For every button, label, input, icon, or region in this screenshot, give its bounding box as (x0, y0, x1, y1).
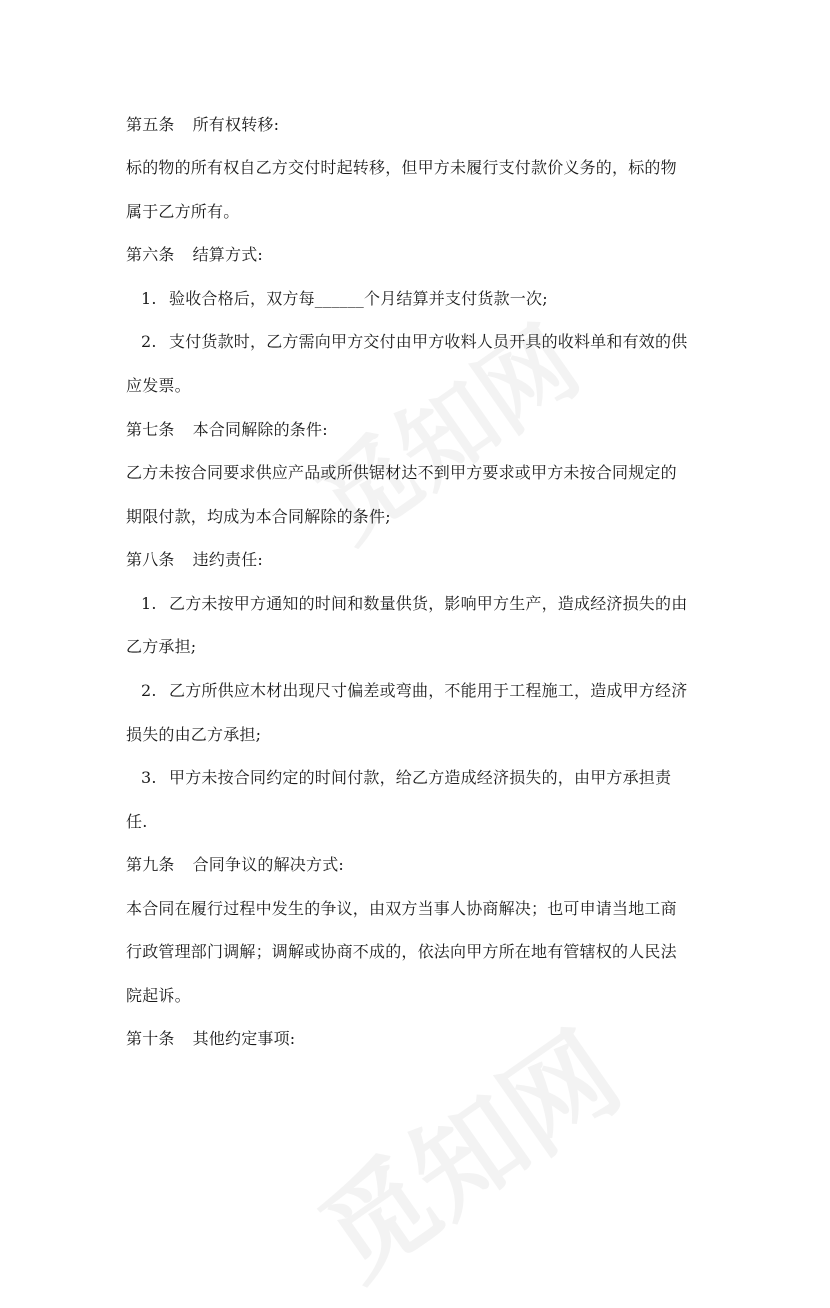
article-10-heading (126, 1029, 295, 1049)
list-item-text: 支付货款时，乙方需向甲方交付由甲方收料人员开具的收料单和有效的供 (169, 332, 688, 351)
article-9-subject: 合同争议的解决方式: (192, 855, 345, 874)
article-8-item-2 (141, 681, 687, 701)
article-8-item-1 (141, 594, 687, 614)
article-9-paragraph-line: 行政管理部门调解；调解或协商不成的，依法向甲方所在地有管辖权的人民法 (126, 942, 677, 961)
article-5-number: 第五条 (126, 115, 175, 134)
watermark (285, 990, 646, 1308)
article-5-heading (126, 115, 279, 135)
article-8-item-2-continued: 损失的由乙方承担; (126, 725, 262, 744)
list-number: 1. (141, 289, 157, 308)
article-6-number: 第六条 (126, 245, 175, 264)
list-number: 2. (141, 681, 157, 700)
list-item-text: 验收合格后，双方每______个月结算并支付货款一次; (169, 289, 548, 308)
article-6-subject: 结算方式: (192, 245, 264, 264)
article-5-subject: 所有权转移: (192, 115, 280, 134)
list-item-text: 乙方所供应木材出现尺寸偏差或弯曲，不能用于工程施工，造成甲方经济 (169, 681, 688, 700)
article-8-heading (126, 550, 263, 570)
article-9-number: 第九条 (126, 855, 175, 874)
article-9-paragraph-line: 本合同在履行过程中发生的争议，由双方当事人协商解决；也可申请当地工商 (126, 899, 677, 918)
article-5-paragraph-line: 属于乙方所有。 (126, 202, 240, 221)
article-7-heading (126, 420, 328, 440)
article-6-heading (126, 245, 263, 265)
article-6-item-2 (141, 332, 687, 352)
article-9-paragraph-line: 院起诉。 (126, 986, 191, 1005)
list-number: 3. (141, 768, 157, 787)
article-10-subject: 其他约定事项: (192, 1029, 296, 1048)
article-6-item-1 (141, 289, 548, 309)
article-7-subject: 本合同解除的条件: (192, 420, 328, 439)
list-number: 2. (141, 332, 157, 351)
article-10-number: 第十条 (126, 1029, 175, 1048)
article-7-paragraph-line: 期限付款，均成为本合同解除的条件; (126, 507, 391, 526)
article-7-number: 第七条 (126, 420, 175, 439)
list-item-text: 甲方未按合同约定的时间付款，给乙方造成经济损失的，由甲方承担责 (169, 768, 672, 787)
article-8-item-1-continued: 乙方承担; (126, 637, 197, 656)
article-5-paragraph-line: 标的物的所有权自乙方交付时起转移，但甲方未履行支付款价义务的，标的物 (126, 158, 677, 177)
list-item-text: 乙方未按甲方通知的时间和数量供货，影响甲方生产，造成经济损失的由 (169, 594, 688, 613)
article-8-number: 第八条 (126, 550, 175, 569)
article-8-item-3-continued: 任. (126, 812, 148, 831)
article-9-heading (126, 855, 344, 875)
list-number: 1. (141, 594, 157, 613)
article-6-item-2-continued: 应发票。 (126, 376, 191, 395)
article-8-item-3 (141, 768, 671, 788)
article-7-paragraph-line: 乙方未按合同要求供应产品或所供锯材达不到甲方要求或甲方未按合同规定的 (126, 463, 677, 482)
article-8-subject: 违约责任: (192, 550, 264, 569)
